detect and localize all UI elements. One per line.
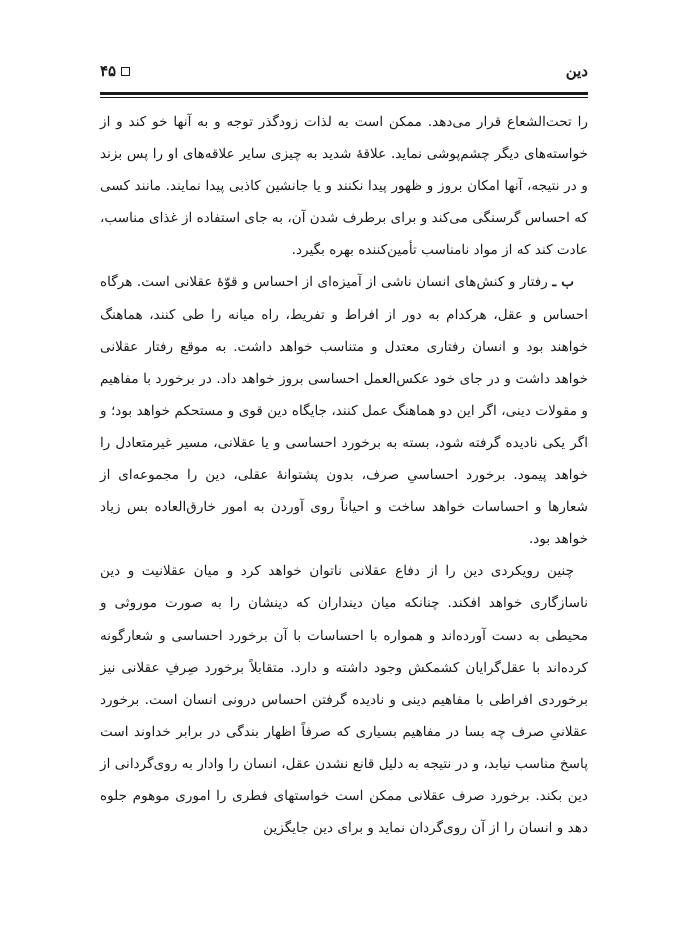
section-title: دین	[565, 62, 588, 80]
page-number-group	[100, 62, 130, 80]
header-rule-thick	[100, 92, 588, 95]
paragraph-1: را تحت‌الشعاع قرار می‌دهد. ممکن است به لذات زودگذر توجه و به آنها خو کند و از خواسته‌های دیگر چشم‌پوشی نماید. علاقهٔ شدید به چیزی سایر علاقه‌های او را پس بزند و در نتیجه، آنها امکان بروز و ظهور پیدا نکنند و یا جانشین کاذبی پیدا نمایند. مانند کسی که احساس گرسنگی می‌کند و برای برطرف شدن آن، به جای استفاده از غذای مناسب، عادت کند که از مواد نامناسب تأمین‌کننده بهره بگیرد.	[100, 114, 588, 259]
square-bullet-icon	[121, 67, 130, 76]
page-number: ۴۵	[100, 62, 117, 80]
paragraph-2	[100, 266, 588, 555]
paragraph-label-b: ب ـ	[552, 274, 574, 291]
body-text	[100, 106, 588, 844]
document-page	[100, 62, 588, 844]
running-header	[100, 62, 588, 88]
header-rule-thin	[100, 97, 588, 98]
paragraph-2-text: رفتار و کنش‌های انسان ناشی از آمیزه‌ای از احساس و قوّهٔ عقلانی است. هرگاه احساس و عقل، هرکدام به دور از افراط و تفریط، راه میانه را طی کنند، هماهنگ خواهند بود و انسان رفتاری معتدل و متناسب خواهد داشت. به موقع رفتار عقلانی خواهد داشت و در جای خود عکس‌العمل احساسی بروز خواهد داد. در برخورد با مفاهیم و مقولات دینی، اگر این دو هماهنگ عمل کنند، جایگاه دین قوی و مستحکم خواهد بود؛ و اگر یکی نادیده گرفته شود، بسته به برخورد احساسی و یا عقلانی، مسیر غیرمتعادل را خواهد پیمود. برخورد احساسیِ صرف، بدون پشتوانهٔ عقلی، دین را مجموعه‌ای از شعارها و احساسات خواهد ساخت و احیاناً روی آوردن به امور خارق‌العاده بس زیاد خواهد بود.	[100, 274, 588, 548]
paragraph-3: چنین رویکردی دین را از دفاع عقلانی ناتوان خواهد کرد و میان عقلانیت و دین ناسازگاری خواهد افکند. چنانکه میان دینداران که دینشان را به صورت موروثی و محیطی به دست آورده‌اند و همواره با احساسات با آن برخورد احساسی و شعارگونه کرده‌اند با عقل‌گرایان کشمکش وجود داشته و دارد. متقابلاً برخورد صِرفِ عقلانی نیز برخوردی افراطی با مفاهیم دینی و نادیده گرفتن احساس درونی انسان است. برخورد عقلانیِ صرف چه بسا در مفاهیم بسیاری که صرفاً اظهار بندگی در برابر خداوند است پاسخ مناسب نیابد، و در نتیجه به دلیل قانع نشدن عقل، انسان را وادار به روی‌گردانی از دین بکند. برخورد صرف عقلانی ممکن است خواستهای فطری را اموری موهوم جلوه دهد و انسان را از آن روی‌گردان نماید و برای دین جایگزین	[100, 563, 588, 837]
